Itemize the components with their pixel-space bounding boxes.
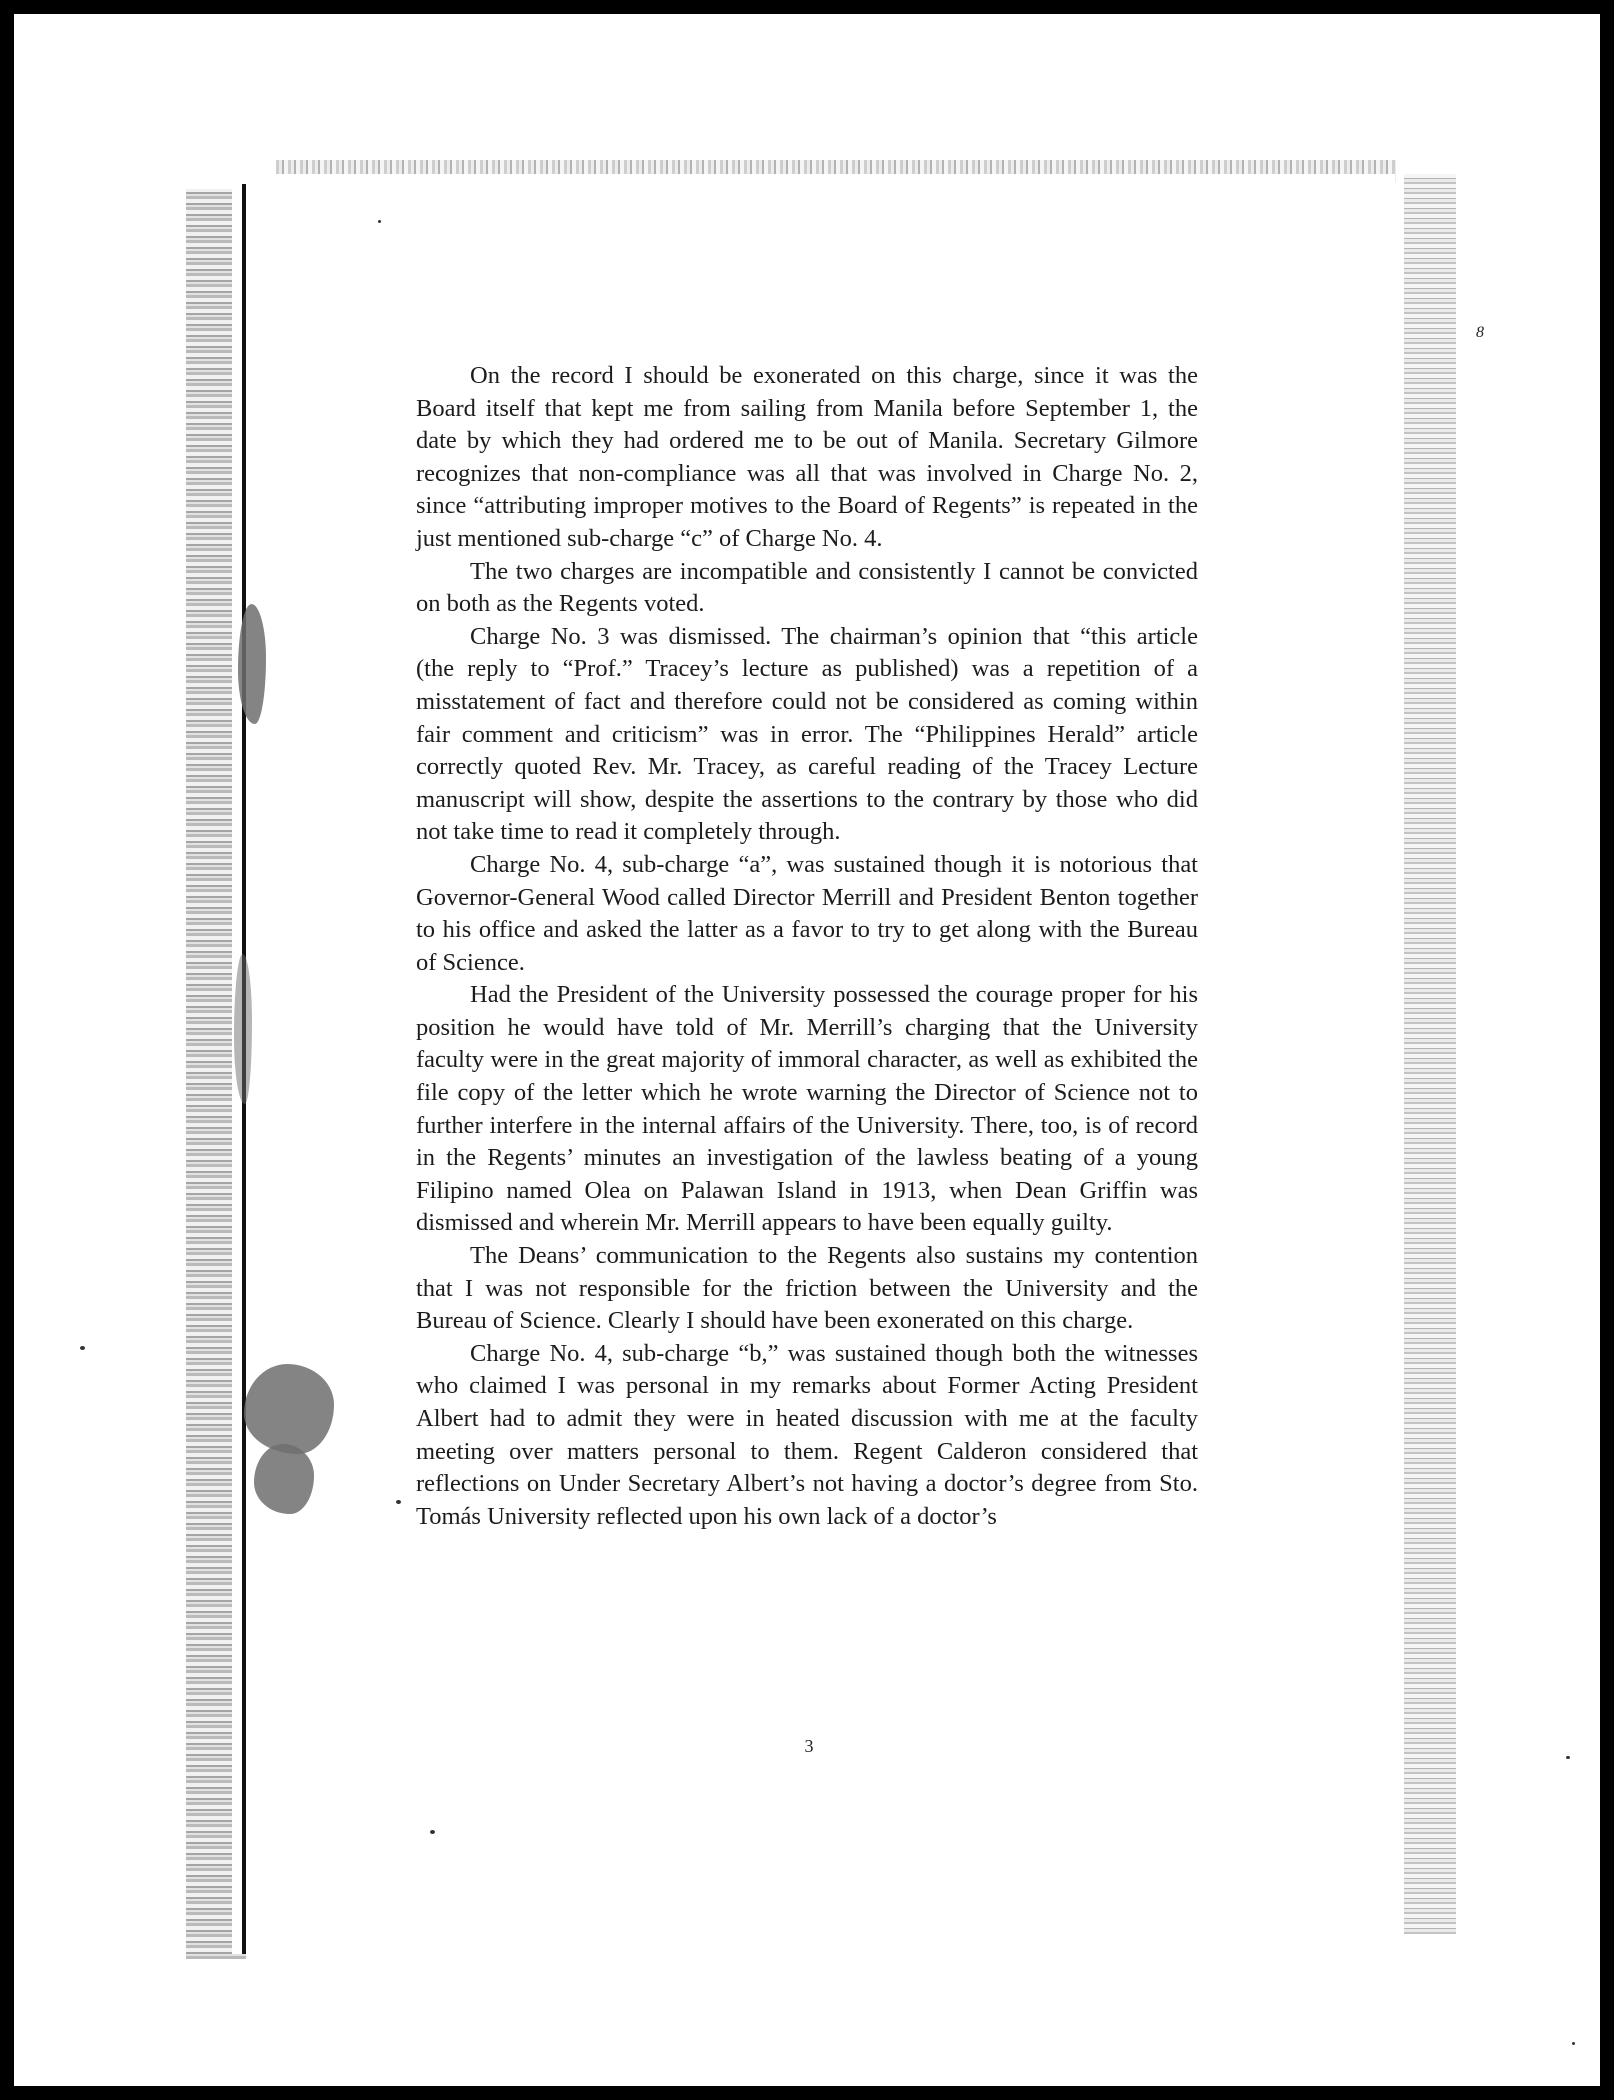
torn-edge-mark xyxy=(238,604,266,724)
paragraph: Charge No. 4, sub-charge “b,” was sustained though both the witnesses who claimed I was personal in my remarks about Former Acting President Albert had to admit they were in heated discussion with me at the faculty meeting over matters personal to them. Regent Calderon considered that reflections on Under Secretary Albert’s not having a doctor’s degree from Sto. Tomás University reflected upon his own lack of a doctor’s xyxy=(416,1339,1198,1530)
paragraph: On the record I should be exonerated on this charge, since it was the Board itself that kept me from sailing from Manila before September 1, the date by which they had ordered me to be out of Manila. Secretary Gilmore recognizes that non-compliance was all that was involved in Charge No. 2, since “attributing improper motives to the Board of Regents” is repeated in the just mentioned sub-charge “c” of Charge No. 4. xyxy=(416,362,1198,552)
page-number: 3 xyxy=(804,1736,814,1756)
paragraph: The Deans’ communication to the Regents also sustains my contention that I was not responsible for the friction between the University and the Bureau of Science. Clearly I should have been exonerated on this charge. xyxy=(416,1242,1198,1335)
scan-edge-right xyxy=(1404,174,1456,1934)
scan-frame xyxy=(14,14,1600,2086)
scan-speck xyxy=(1572,2042,1575,2045)
scan-speck xyxy=(80,1346,85,1350)
scan-speck xyxy=(378,220,381,223)
torn-edge-mark xyxy=(244,1364,334,1454)
scan-speck xyxy=(430,1830,435,1834)
paragraph: The two charges are incompatible and consistently I cannot be convicted on both as the Regents voted. xyxy=(416,557,1198,618)
torn-edge-mark xyxy=(254,1444,314,1514)
margin-mark: 8 xyxy=(1476,324,1484,341)
torn-edge-mark xyxy=(234,954,252,1104)
scan-speck xyxy=(1566,1756,1570,1759)
paragraph: Charge No. 3 was dismissed. The chairman’s opinion that “this article (the reply to “Prof.” Tracey’s lecture as published) was a repetition of a misstatement of fact and therefore could not be considered as coming within fair comment and criticism” was in error. The “Philippines Herald” article correctly quoted Rev. Mr. Tracey, as careful reading of the Tracey Lecture manuscript will show, despite the assertions to the contrary by those who did not take time to read it completely through. xyxy=(416,622,1198,846)
paragraph: Had the President of the University possessed the courage proper for his position he would have told of Mr. Merrill’s charging that the University faculty were in the great majority of immoral character, as well as exhibited the file copy of the letter which he wrote warning the Director of Science not to further interfere in the internal affairs of the University. There, too, is of record in the Regents’ minutes an investigation of the lawless beating of a young Filipino named Olea on Palawan Island in 1913, when Dean Griffin was dismissed and wherein Mr. Merrill appears to have been equally guilty. xyxy=(416,981,1198,1237)
scan-speck xyxy=(396,1500,401,1504)
body-text xyxy=(416,360,1198,1533)
paragraph: Charge No. 4, sub-charge “a”, was sustained though it is notorious that Governor-General Wood called Director Merrill and President Benton together to his office and asked the latter as a favor to try to get along with the Bureau of Science. xyxy=(416,850,1198,976)
